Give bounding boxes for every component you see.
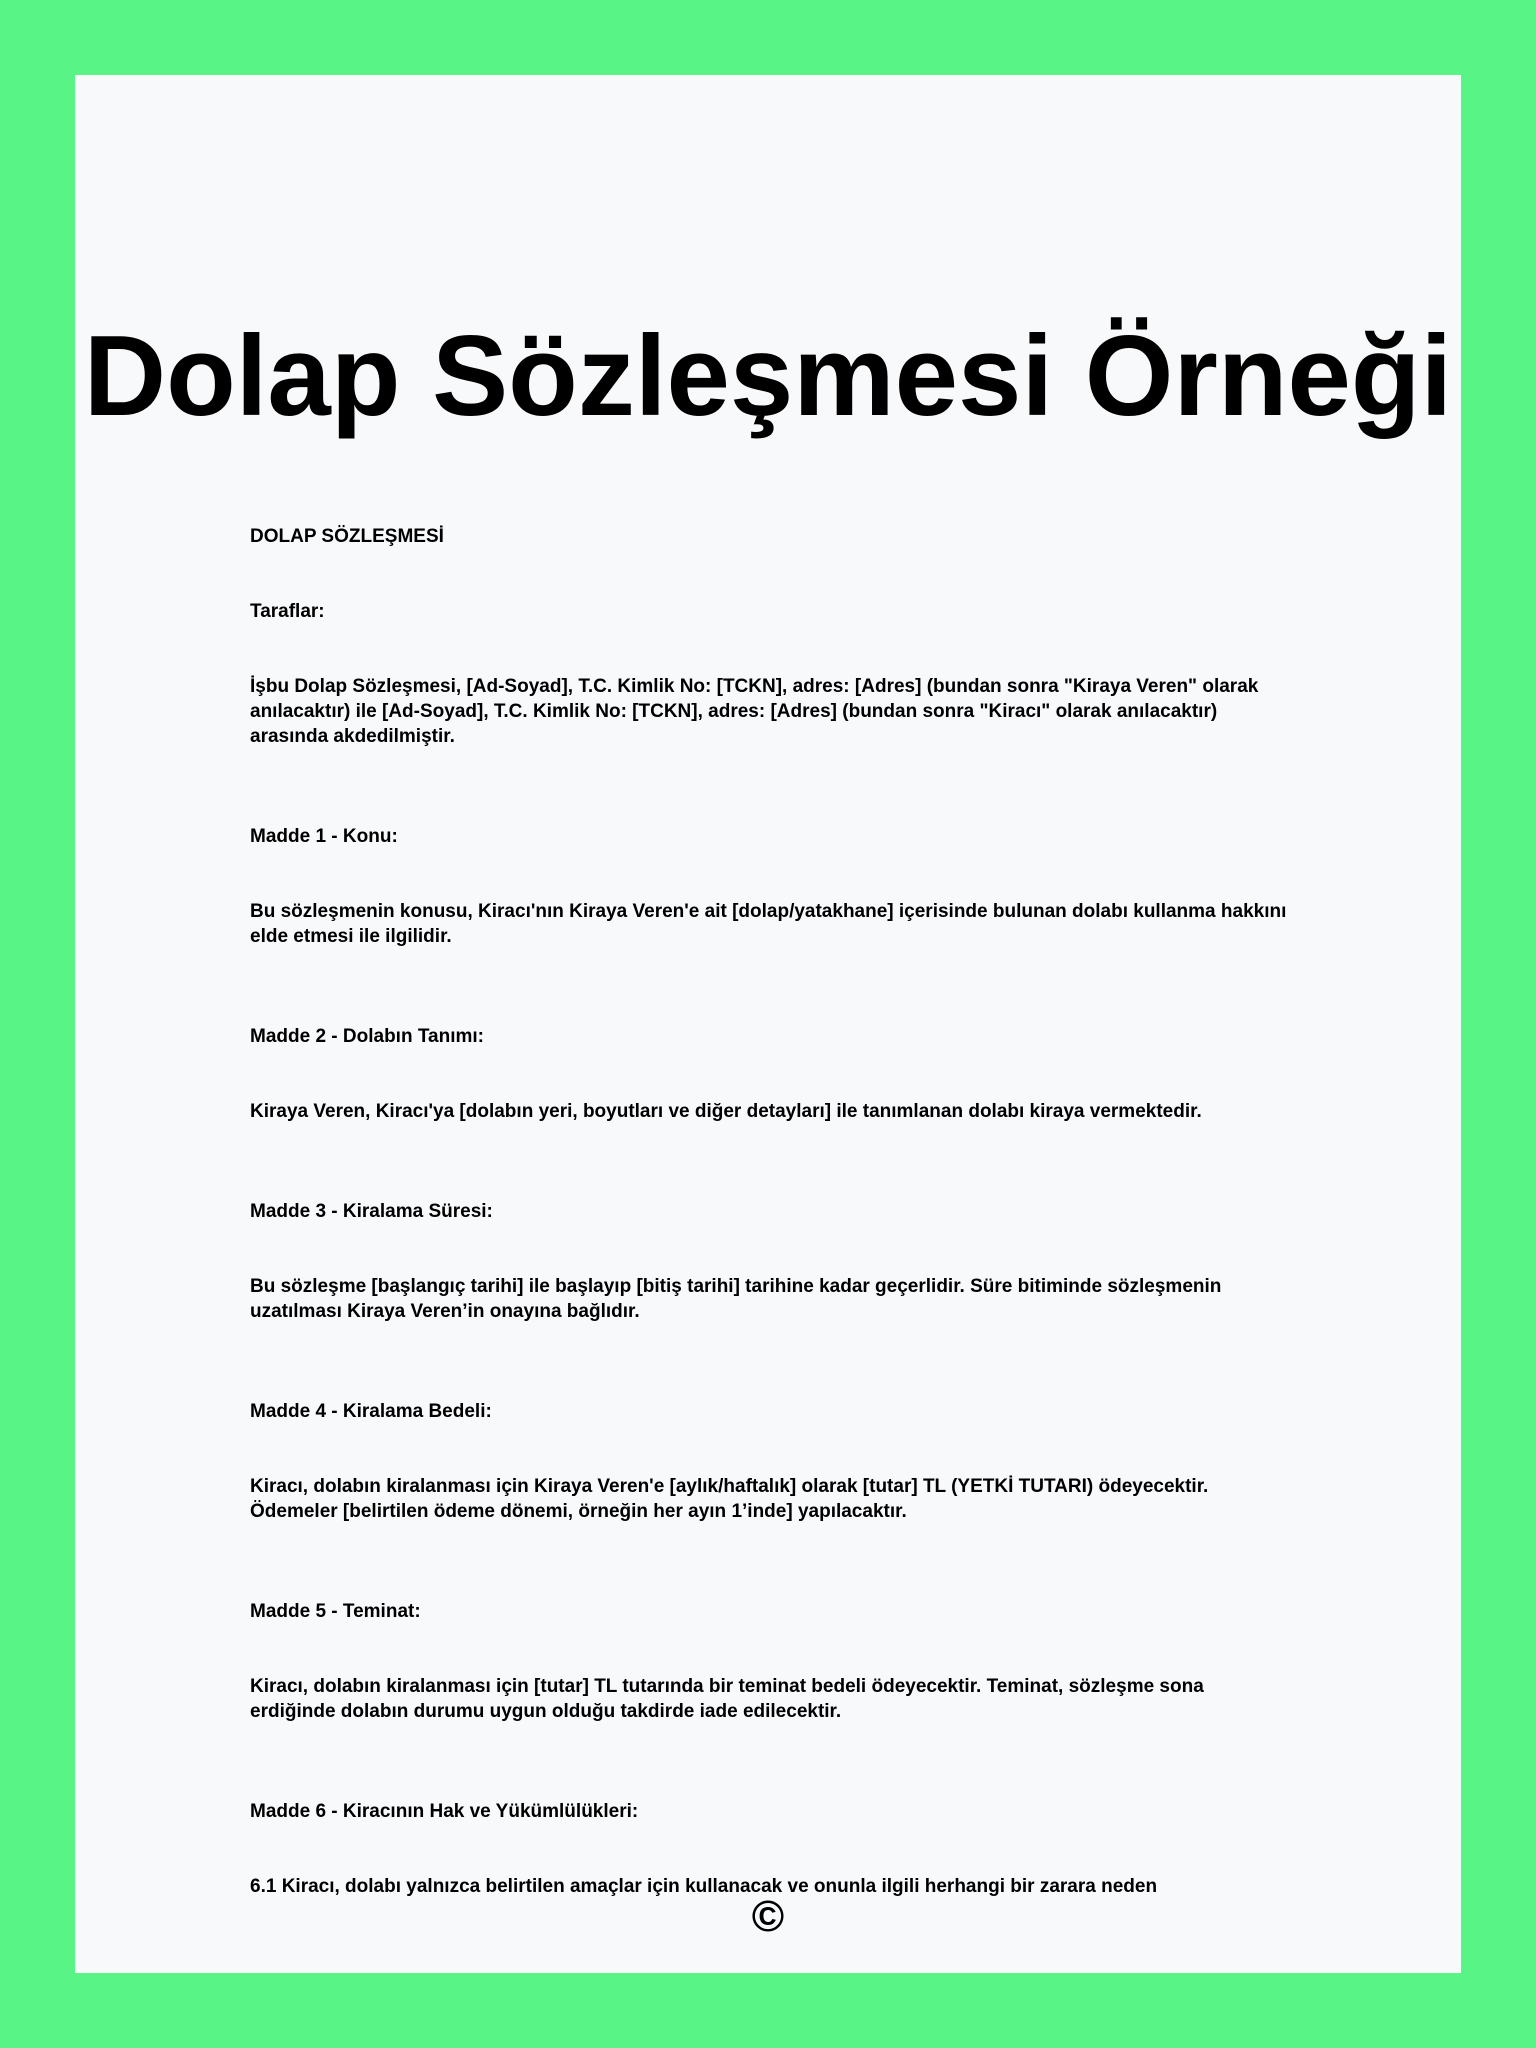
- section-heading-parties: Taraflar:: [250, 601, 325, 622]
- paragraph-parties: İşbu Dolap Sözleşmesi, [Ad-Soyad], T.C. Kimlik No: [TCKN], adres: [Adres] (bundan sonra "Kiraya Veren" olarak anılacaktır) ile [Ad-Soyad], T.C. Kimlik No: [TCKN], adres: [Adres] (bundan sonra "Kiracı" olarak anılacaktır) arasında akdedilmiştir.: [250, 676, 1259, 747]
- section-heading-article-4: Madde 4 - Kiralama Bedeli:: [250, 1401, 492, 1422]
- section-heading-article-1: Madde 1 - Konu:: [250, 826, 398, 847]
- paragraph-article-6-1: 6.1 Kiracı, dolabı yalnızca belirtilen amaçlar için kullanacak ve onunla ilgili herhangi bir zarara neden: [250, 1876, 1158, 1897]
- section-heading-article-5: Madde 5 - Teminat:: [250, 1601, 421, 1622]
- section-heading-article-3: Madde 3 - Kiralama Süresi:: [250, 1201, 493, 1222]
- copyright-icon: ©: [751, 1892, 785, 1941]
- paragraph-article-3: Bu sözleşme [başlangıç tarihi] ile başlayıp [bitiş tarihi] tarihine kadar geçerlidir. Süre bitiminde sözleşmenin uzatılması Kiraya Veren’in onayına bağlıdır.: [250, 1276, 1222, 1322]
- section-heading-article-2: Madde 2 - Dolabın Tanımı:: [250, 1026, 484, 1047]
- paragraph-article-2: Kiraya Veren, Kiracı'ya [dolabın yeri, boyutları ve diğer detayları] ile tanımlanan dolabı kiraya vermektedir.: [250, 1101, 1202, 1122]
- paragraph-article-1: Bu sözleşmenin konusu, Kiracı'nın Kiraya Veren'e ait [dolap/yatakhane] içerisinde bulunan dolabı kullanma hakkını elde etmesi ile ilgilidir.: [250, 901, 1287, 947]
- paragraph-article-4: Kiracı, dolabın kiralanması için Kiraya Veren'e [aylık/haftalık] olarak [tutar] TL (YETKİ TUTARI) ödeyecektir. Ödemeler [belirtilen ödeme dönemi, örneğin her ayın 1’inde] yapılacaktır.: [250, 1476, 1209, 1522]
- contract-heading: DOLAP SÖZLEŞMESİ: [250, 526, 444, 547]
- section-heading-article-6: Madde 6 - Kiracının Hak ve Yükümlülükleri:: [250, 1801, 639, 1822]
- paragraph-article-5: Kiracı, dolabın kiralanması için [tutar] TL tutarında bir teminat bedeli ödeyecektir. Teminat, sözleşme sona erdiğinde dolabın durumu uygun olduğu takdirde iade edilecektir.: [250, 1676, 1204, 1722]
- document-body: [250, 445, 1290, 1899]
- document-page: [75, 75, 1461, 1973]
- page-title: Dolap Sözleşmesi Örneği: [83, 313, 1453, 440]
